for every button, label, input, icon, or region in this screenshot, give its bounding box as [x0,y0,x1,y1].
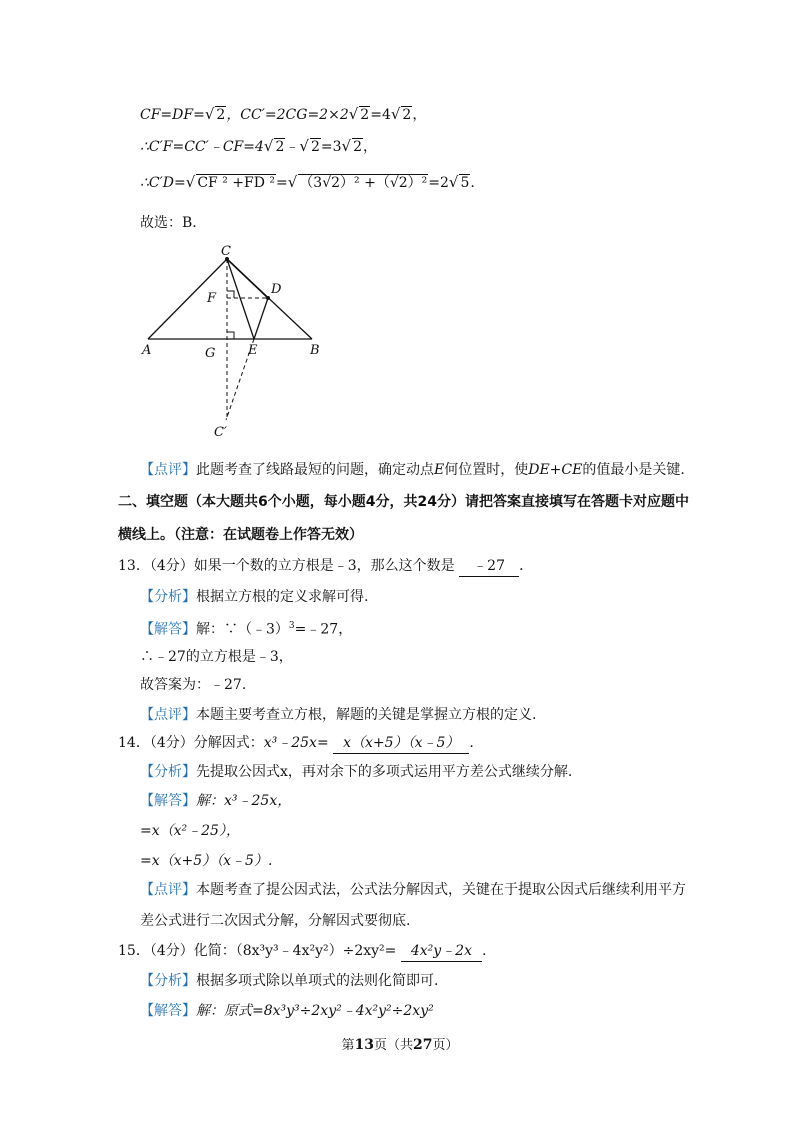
q13-line-3: 故答案为：﹣27. [140,677,247,693]
q13-review [140,705,536,725]
text: x³﹣25x= [263,735,329,751]
label-C-prime: C′ [214,425,227,440]
text: 本题主要考查立方根，解题的关键是掌握立方根的定义. [196,707,537,723]
sqrt-symbol: √ [390,105,401,123]
calc-line-2: ∴C′F=CC′﹣CF=4√ 2﹣√ 2=3√ 2， [140,137,378,155]
text: 此题考查了线路最短的问题，确定动点 [196,462,434,478]
analysis-tag: 【分析】 [140,973,196,989]
text: 根据多项式除以单项式的法则化简即可. [196,973,439,989]
label-E: E [248,343,258,358]
label-C: C [221,244,231,259]
text: =﹣27， [294,621,353,638]
sqrt-symbol: √ [448,173,459,191]
text: 根据立方根的定义求解可得. [196,589,369,605]
text: =4 [370,107,391,123]
text: ∴C′F=CC′﹣CF=4 [140,139,264,155]
review-tag: 【点评】 [140,462,196,478]
radicand: 2 [360,107,370,123]
answer-blank: x（x+5）（x﹣5） [333,733,469,754]
right-angle-F [227,291,234,298]
answer-blank: 4x²y﹣2x [401,941,482,962]
calc-line-3 [140,172,475,193]
radicand: 5 [460,175,470,191]
q12-review [140,460,685,480]
text: . [470,175,475,191]
text: 第 [341,1038,355,1053]
analysis-tag: 【分析】 [140,589,196,605]
text: 解：原式=8x³y³÷2xy²﹣4x²y²÷2xy² [196,1003,434,1019]
q13-solution [140,616,352,640]
solution-tag: 【解答】 [140,793,196,809]
text: ． [519,558,534,574]
text: E [434,462,445,478]
text: 页） [432,1038,459,1053]
label-F: F [207,291,217,306]
answer-blank: ﹣27 [459,556,519,577]
label-A: A [142,343,152,358]
text: =2 [428,175,449,191]
label-D: D [271,282,282,297]
text: = [276,175,288,191]
q14-review-line-1 [140,880,686,900]
text: 的值最小是关键. [582,462,685,478]
text: 页（共 [373,1038,413,1053]
sqrt-symbol: √ [204,105,215,123]
q15-analysis [140,971,438,991]
sqrt-symbol: √ [287,173,298,191]
geometry-figure [140,240,340,440]
text: ∴C′D= [140,175,186,191]
page-footer [0,1034,800,1053]
radicand: 2 [353,139,363,155]
calc-line-1: CF=DF=√ 2，CC′=2CG=2×2√ 2=4√ 2， [140,105,427,123]
solution-tag: 【解答】 [140,1003,196,1019]
radicand: CF ² +FD ² [197,175,275,191]
section-title-line-1: 二、填空题（本大题共6个小题，每小题4分，共24分）请把答案直接填写在答题卡对应题中 [118,494,689,510]
text: . [481,943,487,959]
text: DE+CE [528,462,583,478]
text: 解：x³﹣25x， [196,793,292,809]
q14-line-3: =x（x+5）（x﹣5）. [140,853,273,869]
sqrt-symbol: √ [348,105,359,123]
segment-ED [254,298,268,339]
section-title-line-2: 横线上。（注意：在试题卷上作答无效） [118,527,363,543]
radicand: 2 [275,139,285,155]
text: 先提取公因式x，再对余下的多项式运用平方差公式继续分解. [196,764,573,780]
text: . [469,735,474,751]
sqrt-symbol: √ [185,173,196,191]
sqrt-symbol: √ [299,137,309,155]
right-angle-G [227,332,234,339]
review-tag: 【点评】 [140,882,196,898]
sqrt-symbol: √ [341,137,352,155]
text: 解：∵（﹣3） [196,621,289,638]
text: 何位置时，使 [444,462,529,478]
q14-review-line-2: 差公式进行二次因式分解，分解因式要彻底. [140,913,411,929]
text: ，CC′=2CG=2×2 [226,107,349,123]
text: 本题考查了提公因式法，公式法分解因式，关键在于提取公因式后继续利用平方 [196,882,686,898]
q13-stem [118,556,533,577]
q13-analysis [140,587,368,607]
text: 13．（4分）如果一个数的立方根是﹣3，那么这个数是 [118,558,455,574]
radicand: 2 [216,107,226,123]
solution-tag: 【解答】 [140,621,196,638]
text: ﹣ [285,139,300,155]
radicand: 2 [310,139,320,155]
radicand: （3√2）² +（√2）² [299,175,428,191]
page-number: 13 [354,1037,374,1053]
q13-line-2: ∴﹣27的立方根是﹣3， [140,649,293,665]
text: 14．（4分）分解因式： [118,735,264,751]
q14-analysis [140,762,572,782]
label-B: B [310,343,320,358]
text: CF=DF= [140,107,205,123]
q14-stem [118,733,474,754]
text: =3 [320,139,342,155]
q15-stem [118,941,486,962]
sqrt-symbol: √ [263,137,274,155]
review-tag: 【点评】 [140,707,196,723]
point-D [266,296,270,300]
radicand: 2 [402,107,412,123]
text: 15．（4分）化简：（8x³y³﹣4x²y²）÷2xy²= [118,943,397,959]
choice-line: 故选：B. [140,215,197,231]
q14-solution [140,791,291,811]
label-G: G [205,346,216,361]
q15-solution [140,1001,434,1021]
analysis-tag: 【分析】 [140,764,196,780]
q14-line-2: =x（x²﹣25）， [140,823,240,839]
superscript: 3 [288,621,295,631]
page-total: 27 [413,1037,433,1053]
